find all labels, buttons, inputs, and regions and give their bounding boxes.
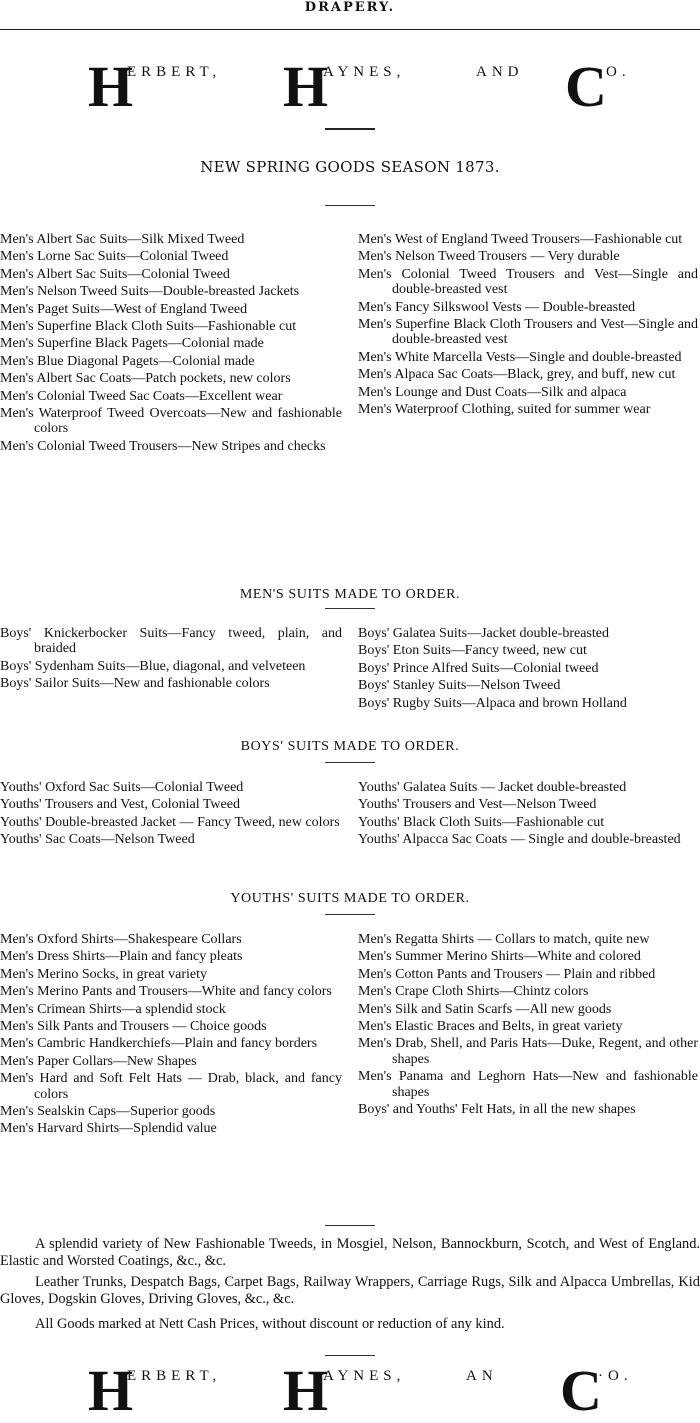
- firm-initial-c: C: [565, 54, 607, 119]
- boys-section-heading: BOYS' SUITS MADE TO ORDER.: [240, 739, 460, 754]
- youths-right-column: [358, 780, 698, 850]
- list-item: Boys' Sailor Suits—New and fashionable colors: [0, 676, 270, 692]
- list-item: Men's Crape Cloth Shirts—Chintz colors: [358, 984, 589, 1000]
- list-item: Men's Nelson Tweed Suits—Double-breasted Jackets: [0, 284, 300, 300]
- list-item: Youths' Galatea Suits — Jacket double-breasted: [358, 780, 627, 795]
- divider-rule: [325, 608, 375, 609]
- men-section-heading: MEN'S SUITS MADE TO ORDER.: [239, 587, 461, 602]
- list-item: Boys' Stanley Suits—Nelson Tweed: [358, 678, 561, 694]
- list-item: Men's Waterproof Clothing, suited for summer wear: [358, 402, 651, 418]
- boys-right-column: [358, 626, 698, 713]
- list-item: Men's Nelson Tweed Trousers — Very durable: [358, 249, 620, 265]
- firm-word-herbert: ERBERT,: [127, 64, 222, 80]
- list-item: Men's Regatta Shirts — Collars to match, quite new: [358, 932, 650, 947]
- footer-notes: [0, 1236, 700, 1337]
- list-item: Men's Drab, Shell, and Paris Hats—Duke, Regent, and other shapes: [358, 1036, 698, 1067]
- list-item: Youths' Trousers and Vest—Nelson Tweed: [358, 797, 597, 813]
- list-item: Men's Cambric Handkerchiefs—Plain and fancy borders: [0, 1036, 318, 1052]
- list-item: Men's Oxford Shirts—Shakespeare Collars: [0, 932, 242, 947]
- list-item: Boys' Galatea Suits—Jacket double-breasted: [358, 626, 609, 641]
- furnishing-left-column: [0, 932, 342, 1139]
- footer-paragraph-prices: All Goods marked at Nett Cash Prices, without discount or reduction of any kind.: [35, 1316, 505, 1332]
- list-item: Men's Summer Merino Shirts—White and colored: [358, 949, 641, 965]
- list-item: Boys' and Youths' Felt Hats, in all the new shapes: [358, 1102, 636, 1118]
- firm-word-herbert: ERBERT,: [127, 1368, 222, 1384]
- season-title: NEW SPRING GOODS SEASON 1873.: [200, 158, 500, 176]
- list-item: Youths' Oxford Sac Suits—Colonial Tweed: [0, 780, 244, 795]
- youths-left-column: [0, 780, 342, 850]
- list-item: Boys' Prince Alfred Suits—Colonial tweed: [358, 660, 599, 676]
- firm-word-co: O.: [606, 64, 631, 80]
- divider-rule: [325, 205, 375, 206]
- list-item: Boys' Eton Suits—Fancy tweed, new cut: [358, 643, 587, 659]
- firm-word-haynes: AYNES,: [323, 64, 406, 80]
- footer-paragraph-tweeds: A splendid variety of New Fashionable Tweeds, in Mosgiel, Nelson, Bannockburn, Scotch, and West of England. Elastic and Worsted Coatings, &c., &c.: [0, 1236, 700, 1269]
- list-item: Men's Paget Suits—West of England Tweed: [0, 301, 248, 317]
- list-item: Boys' Rugby Suits—Alpaca and brown Holland: [358, 695, 627, 711]
- list-item: Men's Silk Pants and Trousers — Choice goods: [0, 1019, 267, 1035]
- boys-left-column: [0, 626, 342, 694]
- list-item: Men's Elastic Braces and Belts, in great variety: [358, 1019, 623, 1035]
- divider-rule: [325, 1225, 375, 1226]
- list-item: Men's West of England Tweed Trousers—Fashionable cut: [358, 232, 683, 247]
- list-item: Men's Fancy Silkswool Vests — Double-breasted: [358, 299, 636, 315]
- firm-name-bottom: [0, 1358, 700, 1423]
- list-item: Men's Superfine Black Cloth Suits—Fashionable cut: [0, 319, 297, 335]
- list-item: Men's White Marcella Vests—Single and double-breasted: [358, 349, 682, 365]
- list-item: Men's Waterproof Tweed Overcoats—New and fashionable colors: [0, 406, 342, 437]
- men-right-column: [358, 232, 698, 419]
- header-rule: [0, 29, 700, 30]
- list-item: Youths' Double-breasted Jacket — Fancy Tweed, new colors: [0, 814, 340, 830]
- list-item: Men's Paper Collars—New Shapes: [0, 1053, 197, 1069]
- list-item: Men's Superfine Black Pagets—Colonial made: [0, 336, 264, 352]
- men-left-column: [0, 232, 342, 456]
- list-item: Youths' Black Cloth Suits—Fashionable cut: [358, 814, 605, 830]
- divider-rule: [325, 914, 375, 915]
- list-item: Men's Cotton Pants and Trousers — Plain and ribbed: [358, 966, 656, 982]
- divider-rule: [325, 762, 375, 763]
- firm-word-and: AN: [466, 1368, 498, 1384]
- furnishing-right-column: [358, 932, 698, 1119]
- list-item: Men's Colonial Tweed Trousers—New Stripes and checks: [0, 438, 326, 454]
- list-item: Men's Albert Sac Suits—Silk Mixed Tweed: [0, 232, 245, 247]
- list-item: Men's Harvard Shirts—Splendid value: [0, 1121, 217, 1137]
- list-item: Men's Albert Sac Coats—Patch pockets, new colors: [0, 371, 291, 387]
- list-item: Men's Lounge and Dust Coats—Silk and alpaca: [358, 384, 627, 400]
- list-item: Men's Panama and Leghorn Hats—New and fashionable shapes: [358, 1069, 698, 1100]
- list-item: Men's Lorne Sac Suits—Colonial Tweed: [0, 249, 229, 265]
- firm-word-and: AND: [476, 64, 524, 80]
- list-item: Men's Alpaca Sac Coats—Black, grey, and buff, new cut: [358, 367, 676, 383]
- firm-initial-h2: H: [283, 54, 329, 119]
- divider-rule: [325, 128, 375, 130]
- list-item: Youths' Trousers and Vest, Colonial Tweed: [0, 797, 240, 813]
- list-item: Men's Merino Pants and Trousers—White and fancy colors: [0, 984, 332, 1000]
- firm-name: [0, 54, 700, 119]
- firm-initial-h1: H: [88, 54, 134, 119]
- list-item: Men's Superfine Black Cloth Trousers and Vest—Single and double-breasted vest: [358, 317, 698, 348]
- list-item: Men's Silk and Satin Scarfs —All new goods: [358, 1001, 612, 1017]
- youths-section-heading: YOUTHS' SUITS MADE TO ORDER.: [230, 891, 470, 906]
- list-item: Men's Colonial Tweed Sac Coats—Excellent wear: [0, 388, 283, 404]
- list-item: Boys' Knickerbocker Suits—Fancy tweed, plain, and braided: [0, 626, 342, 657]
- list-item: Men's Blue Diagonal Pagets—Colonial made: [0, 353, 255, 369]
- list-item: Men's Albert Sac Suits—Colonial Tweed: [0, 266, 230, 282]
- firm-word-haynes: AYNES,: [323, 1368, 406, 1384]
- list-item: Youths' Alpacca Sac Coats — Single and double-breasted: [358, 832, 681, 848]
- list-item: Youths' Sac Coats—Nelson Tweed: [0, 832, 195, 848]
- list-item: Men's Sealskin Caps—Superior goods: [0, 1104, 216, 1120]
- firm-initial-c: C: [560, 1358, 602, 1423]
- list-item: Men's Dress Shirts—Plain and fancy pleats: [0, 949, 243, 965]
- firm-initial-h1: H: [88, 1358, 134, 1423]
- section-header: DRAPERY.: [304, 0, 396, 15]
- firm-word-co: ·O.: [598, 1368, 633, 1384]
- list-item: Boys' Sydenham Suits—Blue, diagonal, and velveteen: [0, 658, 306, 674]
- footer-paragraph-accessories: Leather Trunks, Despatch Bags, Carpet Bags, Railway Wrappers, Carriage Rugs, Silk and Alpacca Umbrellas, Kid Gloves, Dogskin Gloves, Driving Gloves, &c., &c.: [0, 1274, 700, 1307]
- list-item: Men's Hard and Soft Felt Hats — Drab, black, and fancy colors: [0, 1071, 342, 1102]
- list-item: Men's Colonial Tweed Trousers and Vest—Single and double-breasted vest: [358, 266, 698, 298]
- list-item: Men's Merino Socks, in great variety: [0, 966, 208, 982]
- list-item: Men's Crimean Shirts—a splendid stock: [0, 1001, 226, 1017]
- divider-rule: [325, 1355, 375, 1356]
- firm-initial-h2: H: [283, 1358, 329, 1423]
